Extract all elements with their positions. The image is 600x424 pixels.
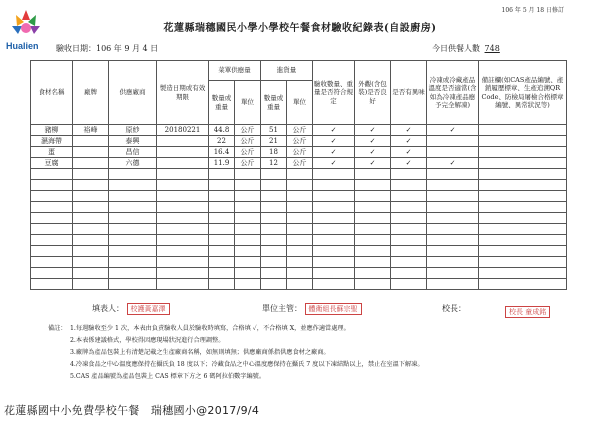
cell-brand: 裕峰 [73, 125, 109, 136]
cell-odor: ✓ [391, 158, 427, 169]
table-row-empty [31, 235, 567, 246]
cell-mfg-date [157, 158, 209, 169]
cell-food-name: 豬柳 [31, 125, 73, 136]
header-odor: 是否有異味 [391, 61, 427, 125]
header-brand: 廠牌 [73, 61, 109, 125]
inspection-table [30, 60, 567, 290]
cell-mfg-date [157, 147, 209, 158]
cell-plan-qty: 11.9 [209, 158, 235, 169]
cell-brand [73, 147, 109, 158]
cell-odor: ✓ [391, 136, 427, 147]
cell-plan-unit: 公斤 [235, 125, 261, 136]
cell-brand [73, 136, 109, 147]
notes-label: 備註： [48, 325, 67, 332]
cell-plan-unit: 公斤 [235, 136, 261, 147]
note-item: 4.冷凍食品之中心溫度應保持在攝氏負 18 度以下；冷藏食品之中心溫度應保持在攝氏 7 度以下凍結點以上，禁止在室溫下解凍。 [70, 361, 424, 368]
cell-supplier: 泰興 [109, 136, 157, 147]
cell-packaging: ✓ [355, 158, 391, 169]
principal-stamp-wrap [505, 307, 550, 317]
meals-count-value: 748 [484, 44, 500, 53]
cell-in-unit: 公斤 [287, 158, 313, 169]
header-food-name: 食材名稱 [31, 61, 73, 125]
note-item: 2.本表係建議格式，學校得因應現場狀況進行合理調整。 [70, 337, 225, 344]
cell-packaging: ✓ [355, 125, 391, 136]
revision-date: 106 年 5 月 18 日修訂 [501, 7, 564, 14]
header-in-qty: 數量或重量 [261, 81, 287, 125]
header-temperature: 冷凍或冷藏產品溫度是否適當(含如為冷凍產品應予完全解凍) [427, 61, 479, 125]
note-item: 3.廠牌為產品包裝上有清楚記載之生產廠商名稱，如無則填無；供應廠商係指供應食材之廠商。 [70, 349, 330, 356]
table-row [31, 125, 567, 136]
principal-signature [442, 303, 466, 314]
cell-temperature [427, 136, 479, 147]
table-row-empty [31, 246, 567, 257]
cell-in-qty: 12 [261, 158, 287, 169]
header-remarks: 備註欄(如CAS產品編號、產銷履歷標章、生產追溯QR Code、防檢局屠檢合格標章編號、異常狀況等) [479, 61, 567, 125]
supervisor-label: 單位主管： [262, 304, 302, 313]
cell-plan-unit: 公斤 [235, 147, 261, 158]
meals-count-label: 今日供餐人數 [432, 44, 480, 53]
photo-caption: 花蓮縣國中小免費學校午餐 瑞穗國小@2017/9/4 [4, 404, 260, 417]
inspection-date: 驗收日期：106 年 9 月 4 日 [56, 44, 159, 53]
cell-mfg-date [157, 136, 209, 147]
note-item: 1.每週驗收至少 1 次，本表由負責驗收人員於驗收時填寫，合格填 ✓，不合格填 X，並應作適當處理。 [70, 325, 350, 332]
supervisor-stamp: 體衛組長蘇宗聖 [305, 303, 362, 315]
cell-supplier: 六德 [109, 158, 157, 169]
header-packaging: 外觀(含包裝)是否良好 [355, 61, 391, 125]
cell-in-qty: 21 [261, 136, 287, 147]
cell-brand [73, 158, 109, 169]
table-row-empty [31, 169, 567, 180]
cell-food-name: 濕海帶 [31, 136, 73, 147]
table-row-empty [31, 202, 567, 213]
header-plan-qty: 數量或重量 [209, 81, 235, 125]
cell-supplier: 昌信 [109, 147, 157, 158]
cell-check-qty: ✓ [313, 147, 355, 158]
cell-in-qty: 51 [261, 125, 287, 136]
cell-check-qty: ✓ [313, 125, 355, 136]
cell-temperature: ✓ [427, 125, 479, 136]
cell-plan-qty: 44.8 [209, 125, 235, 136]
cell-temperature [427, 147, 479, 158]
table-row-empty [31, 213, 567, 224]
cell-food-name: 蛋 [31, 147, 73, 158]
header-menu-supply: 菜單供應量 [209, 61, 261, 81]
cell-odor: ✓ [391, 125, 427, 136]
cell-check-qty: ✓ [313, 158, 355, 169]
cell-in-unit: 公斤 [287, 136, 313, 147]
cell-packaging: ✓ [355, 136, 391, 147]
cell-packaging: ✓ [355, 147, 391, 158]
filler-stamp: 校護黃嘉澤 [127, 303, 170, 315]
cell-plan-qty: 16.4 [209, 147, 235, 158]
table-row [31, 158, 567, 169]
table-row-empty [31, 180, 567, 191]
table-row-empty [31, 191, 567, 202]
header-in-unit: 單位 [287, 81, 313, 125]
filler-label: 填表人： [92, 304, 124, 313]
header-mfg-date: 製造日期或有效期限 [157, 61, 209, 125]
table-row-empty [31, 268, 567, 279]
cell-plan-qty: 22 [209, 136, 235, 147]
meals-count-row [432, 43, 502, 54]
cell-check-qty: ✓ [313, 136, 355, 147]
header-incoming: 進貨量 [261, 61, 313, 81]
cell-remark [479, 147, 567, 158]
header-supplier: 供應廠商 [109, 61, 157, 125]
cell-in-qty: 18 [261, 147, 287, 158]
cell-plan-unit: 公斤 [235, 158, 261, 169]
cell-odor: ✓ [391, 147, 427, 158]
table-row-empty [31, 257, 567, 268]
header-check-qty: 驗收數量、重量是否符合規定 [313, 61, 355, 125]
notes-section [48, 323, 424, 383]
principal-stamp: 校長 童成銘 [505, 306, 550, 318]
cell-food-name: 豆腐 [31, 158, 73, 169]
supervisor-signature [262, 303, 362, 314]
cell-supplier: 原紗 [109, 125, 157, 136]
cell-remark [479, 136, 567, 147]
inspection-table-body [31, 125, 567, 290]
cell-temperature: ✓ [427, 158, 479, 169]
principal-label: 校長： [442, 304, 466, 313]
table-row [31, 136, 567, 147]
cell-in-unit: 公斤 [287, 147, 313, 158]
cell-in-unit: 公斤 [287, 125, 313, 136]
cell-remark [479, 125, 567, 136]
notes-list [48, 323, 424, 383]
filler-signature [92, 303, 170, 314]
header-plan-unit: 單位 [235, 81, 261, 125]
cell-remark [479, 158, 567, 169]
logo-text: Hualien [6, 41, 39, 51]
note-item: 5.CAS 產品編號為產品包裝上 CAS 標章下方之 6 碼阿拉伯數字編號。 [70, 373, 266, 380]
table-row-empty [31, 279, 567, 290]
cell-mfg-date: 20180221 [157, 125, 209, 136]
table-row-empty [31, 224, 567, 235]
table-row [31, 147, 567, 158]
form-title: 花蓮縣瑞穗國民小學小學校午餐食材驗收紀錄表(自設廚房) [163, 23, 437, 34]
